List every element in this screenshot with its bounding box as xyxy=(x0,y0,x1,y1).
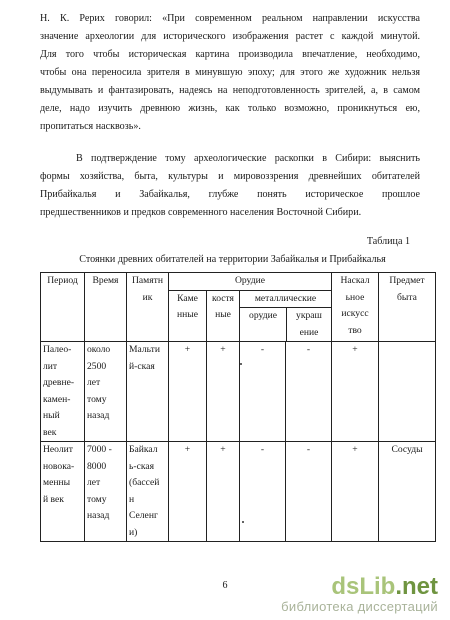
header-monument: Памятн ик xyxy=(127,273,169,342)
text-line: выдумывать и фантазировать, надеясь на неподготовленность зрителей, а, в самом xyxy=(40,85,420,96)
quote-paragraph xyxy=(40,10,420,136)
table-row xyxy=(41,442,436,542)
cell-metal-tools: - xyxy=(240,442,286,542)
text-line: чтобы она переносила зрителя в минувшую эпоху; для этого же художник нельзя xyxy=(40,67,420,78)
text-line: деле, надо изучить древнюю жизнь, как только возможно, проникнуться ею, xyxy=(40,103,420,114)
cell-monument: Байкал ь-ская (бассей н Селенг и) xyxy=(127,442,169,542)
table-header-row xyxy=(41,273,436,291)
header-metal-sub xyxy=(240,308,331,341)
header-decor: украш ение xyxy=(296,310,322,338)
header-metal-tools: орудие xyxy=(240,308,287,341)
sites-table xyxy=(40,272,436,542)
cell-rockart: + xyxy=(332,342,379,442)
header-stone: Каме нные xyxy=(169,290,207,342)
cell-items xyxy=(379,342,436,442)
cell-stone: + xyxy=(169,342,207,442)
header-metal-label: металлические xyxy=(240,291,331,309)
header-bone: костя ные xyxy=(207,290,240,342)
text-line: Для того чтобы историческая картина производила впечатление, необходимо, xyxy=(40,49,420,60)
header-tools: Орудие xyxy=(169,273,332,291)
page-number: 6 xyxy=(222,580,228,591)
text-line: Прибайкалья и Забайкалья, глубже понять историческое прошлое xyxy=(40,189,420,200)
cell-time: 7000 - 8000 лет тому назад xyxy=(85,442,127,542)
cell-metal-tools: - xyxy=(240,342,286,442)
text-line: формы хозяйства, быта, культуры и мировоззрения древнейших обитателей xyxy=(40,171,420,182)
cell-bone: + xyxy=(207,442,240,542)
header-metal xyxy=(240,290,332,342)
watermark-logo: dsLib.net xyxy=(331,573,438,600)
header-rockart: Наскал ьное искусс тво xyxy=(332,273,379,342)
header-time: Время xyxy=(85,273,127,342)
table-label: Таблица 1 xyxy=(366,236,410,247)
cell-period: Палео- лит древне- камен- ный век xyxy=(41,342,85,442)
cell-time: около 2500 лет тому назад xyxy=(85,342,127,442)
cell-decor: - xyxy=(286,342,332,442)
cell-decor: - xyxy=(286,442,332,542)
body-paragraph xyxy=(40,150,420,222)
cell-rockart: + xyxy=(332,442,379,542)
text-line: В подтверждение тому археологические раскопки в Сибири: выяснить xyxy=(76,153,420,164)
text-line: пропитаться насквозь». xyxy=(40,121,141,132)
text-line: Н. К. Рерих говорил: «При современном реальном направлении искусства xyxy=(40,13,420,24)
header-period: Период xyxy=(41,273,85,342)
header-items: Предмет быта xyxy=(379,273,436,342)
scan-speck xyxy=(240,363,242,365)
watermark-subtitle: библиотека диссертаций xyxy=(281,599,438,614)
table-title: Стоянки древних обитателей на территории Забайкалья и Прибайкалья xyxy=(79,254,386,265)
cell-monument: Мальти й-ская xyxy=(127,342,169,442)
cell-period: Неолит новока- менны й век xyxy=(41,442,85,542)
cell-items: Сосуды xyxy=(379,442,436,542)
scan-speck xyxy=(242,521,244,523)
table-row xyxy=(41,342,436,442)
cell-bone: + xyxy=(207,342,240,442)
text-line: предшественников и предков современного населения Восточной Сибири. xyxy=(40,207,362,218)
text-line: значение археологии для исторического изображения растет с каждой минутой. xyxy=(40,31,420,42)
cell-stone: + xyxy=(169,442,207,542)
watermark xyxy=(281,575,438,614)
